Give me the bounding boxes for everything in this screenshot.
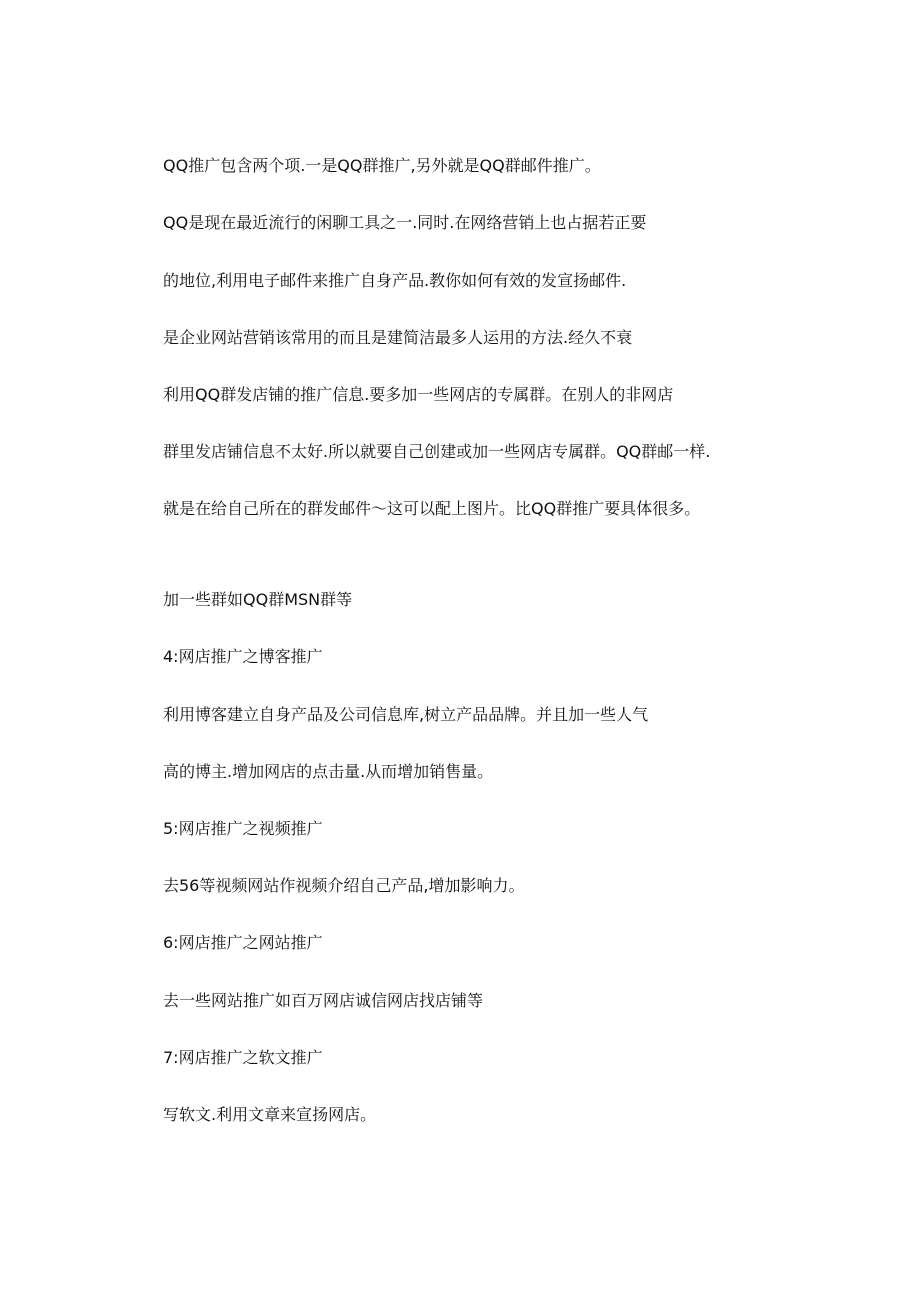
paragraph-line: QQ是现在最近流行的闲聊工具之一.同时.在网络营销上也占据若正要 [163,213,647,232]
paragraph-line: 是企业网站营销该常用的而且是建简洁最多人运用的方法.经久不衰 [163,328,633,347]
paragraph-line: 去56等视频网站作视频介绍自己产品,增加影响力。 [163,876,525,895]
paragraph-line: 写软文.利用文章来宣扬网店。 [163,1105,377,1124]
section-heading: 6:网店推广之网站推广 [163,933,323,952]
paragraph-line: QQ推广包含两个项.一是QQ群推广,另外就是QQ群邮件推广。 [163,156,601,175]
paragraph-line: 加一些群如QQ群MSN群等 [163,590,353,609]
section-heading: 5:网店推广之视频推广 [163,819,323,838]
paragraph-line: 去一些网站推广如百万网店诚信网店找店铺等 [163,991,484,1010]
paragraph-line: 利用QQ群发店铺的推广信息.要多加一些网店的专属群。在别人的非网店 [163,385,674,404]
paragraph-line: 利用博客建立自身产品及公司信息库,树立产品品牌。并且加一些人气 [163,705,649,724]
paragraph-line: 群里发店铺信息不太好.所以就要自己创建或加一些网店专属群。QQ群邮一样. [163,442,711,461]
paragraph-line: 高的博主.增加网店的点击量.从而增加销售量。 [163,762,494,781]
section-heading: 4:网店推广之博客推广 [163,647,323,666]
paragraph-line: 就是在给自己所在的群发邮件〜这可以配上图片。比QQ群推广要具体很多。 [163,499,701,518]
paragraph-line: 的地位,利用电子邮件来推广自身产品.教你如何有效的发宣扬邮件. [163,271,627,290]
section-heading: 7:网店推广之软文推广 [163,1048,323,1067]
